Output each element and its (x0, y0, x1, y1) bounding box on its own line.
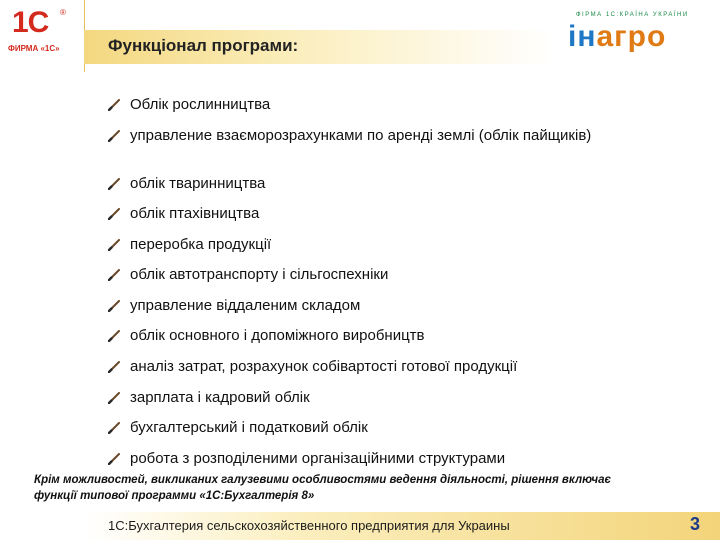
check-bullet-icon (108, 330, 120, 342)
feature-label: облік автотранспорту і сільгоспехніки (130, 266, 389, 283)
footnote: Крім можливостей, викликаних галузевими особливостями ведення діяльності, рішення включає функції типової программи «1С:Бухгалтерія 8» (34, 474, 611, 502)
feature-label: робота з розподіленими організаційними структурами (130, 450, 506, 467)
feature-label: зарплата і кадровий облік (130, 389, 310, 406)
logo-1c (8, 6, 70, 54)
feature-label: управление взаєморозрахунками по аренді землі (облік пайщиків) (130, 127, 592, 144)
check-bullet-icon (108, 130, 120, 142)
slide-title: Функціонал програми: (108, 36, 299, 55)
logo-1c-firm: ФИРМА «1С» (8, 44, 60, 53)
feature-label: бухгалтерський і податковий облік (130, 419, 368, 436)
check-bullet-icon (108, 361, 120, 373)
footer-caption: 1С:Бухгалтерия сельскохозяйственного предприятия для Украины (108, 518, 510, 533)
check-bullet-icon (108, 99, 120, 111)
check-bullet-icon (108, 422, 120, 434)
check-bullet-icon (108, 392, 120, 404)
feature-label: Облік рослинництва (130, 96, 271, 113)
check-bullet-icon (108, 300, 120, 312)
logo-inagro-tagline: ФІРМА 1С:КРАЇНА УКРАЇНИ (576, 12, 689, 18)
page-number: 3 (690, 514, 701, 534)
check-bullet-icon (108, 178, 120, 190)
feature-label: переробка продукції (130, 236, 272, 253)
feature-label: аналіз затрат, розрахунок собівартості готової продукції (130, 358, 518, 375)
check-bullet-icon (108, 269, 120, 281)
feature-label: облік основного і допоміжного виробництв (130, 327, 425, 344)
check-bullet-icon (108, 208, 120, 220)
logo-inagro-suffix: агро (596, 20, 667, 53)
logo-inagro-prefix: ін (568, 20, 597, 53)
registered-mark: ® (60, 8, 66, 17)
check-bullet-icon (108, 239, 120, 251)
logo-inagro (566, 12, 716, 56)
feature-label: управление віддаленим складом (130, 297, 361, 314)
logo-inagro-word (568, 20, 666, 54)
feature-label: облік тваринництва (130, 175, 266, 192)
feature-label: облік птахівництва (130, 205, 260, 222)
check-bullet-icon (108, 453, 120, 465)
logo-1c-mark: 1С (12, 6, 49, 39)
